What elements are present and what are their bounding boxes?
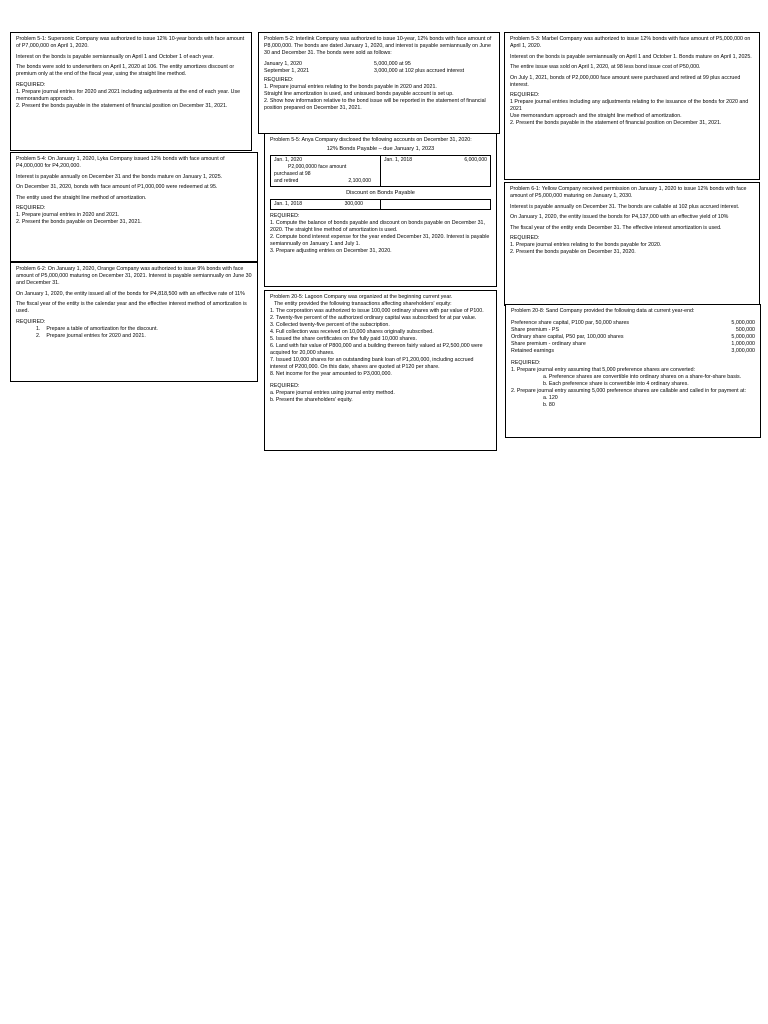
required-item: 2. Present the bonds payable in the statement of financial position on December 31, 2021. [16, 102, 228, 109]
problem-text: The entire issue was sold on April 1, 2020, at 98 less bond issue cost of P50,000. [510, 64, 701, 71]
problem-text: Interest on the bonds is payable semiannually on April 1 and October 1. Bonds mature on April 1, 2025. [510, 53, 752, 60]
entry-line [274, 201, 377, 208]
required-item [16, 326, 252, 333]
required-item: 1. Prepare journal entries relating to the bonds payable in 2020 and 2021. [264, 83, 437, 90]
problem-20-5-card [264, 290, 497, 451]
required-section [16, 205, 252, 226]
required-section [16, 82, 246, 110]
required-heading: REQUIRED: [511, 360, 541, 367]
entry-amount: 300,000 [344, 200, 363, 207]
row-label: Retained earnings [511, 348, 554, 355]
required-item: 2. Present the bonds payable in the statement of financial position on December 31, 2021. [510, 120, 722, 127]
table-row [511, 348, 755, 355]
problem-text: The entity used the straight line method of amortization. [16, 194, 147, 201]
problem-text: The bonds were sold to underwriters on April 1, 2020 at 106. The entity amortizes discount or premium only at the end of the fiscal year, using the straight line method. [16, 64, 235, 78]
required-item: 1 Prepare journal entries including any adjustments relating to the issuance of the bonds for 2020 and 2021 [510, 99, 749, 113]
problem-note: Use memorandum approach and the straight line method of amortization. [510, 113, 682, 120]
problem-text: On December 31, 2020, bonds with face amount of P1,000,000 were redeemed at 95. [16, 184, 218, 191]
sale-date: September 1, 2021 [264, 67, 310, 74]
item-text: Prepare a table of amortization for the discount. [46, 325, 158, 332]
problem-5-1-card [10, 32, 252, 151]
problem-title: Problem 20-8: Sand Company provided the following data at current year-end: [511, 308, 695, 314]
table-row [511, 341, 755, 348]
list-item: 7. Issued 10,000 shares for an outstanding bank loan of P1,200,000, including accrued interest of P200,000. On this date, shares are quoted at P120 per share. [270, 357, 474, 371]
problem-text: On January 1, 2020, the entity issued the bonds for P4,137,000 with an effective yield of 10% [510, 214, 729, 221]
row-amount: 3,000,000 [731, 348, 755, 355]
sale-date: January 1, 2020 [264, 60, 302, 67]
entry-amount: 2,100,000 [348, 177, 371, 184]
required-heading: REQUIRED: [510, 235, 540, 242]
row-amount: 5,000,000 [731, 334, 755, 341]
problem-20-8-card [505, 304, 761, 438]
entry-desc: P2,000,0000 face amount [288, 164, 347, 171]
required-subitem: a. Preference shares are convertible into ordinary shares on a share-for-share basis. [543, 374, 742, 381]
required-item: 2. Show how information relative to the bond issue will be reported in the statement of financial position prepared on December 31, 2021. [264, 97, 486, 111]
list-item: 8. Net income for the year amounted to P3,000,000. [270, 371, 392, 378]
entry-date: Jan. 1, 2020 [274, 157, 303, 164]
problem-text: The fiscal year of the entity ends December 31. The effective interest amortization is used. [510, 224, 722, 231]
entry-desc: and retired [274, 177, 299, 184]
required-item: 2. Present the bonds payable on December 31, 2021. [16, 219, 142, 226]
required-heading: REQUIRED: [510, 92, 540, 99]
problem-text: Interest is payable annually on December 31 and the bonds mature on January 1, 2025. [16, 173, 223, 180]
required-heading: REQUIRED: [270, 383, 300, 390]
item-text: Prepare journal entries for 2020 and 2021. [46, 332, 146, 339]
t-account-debit [271, 199, 381, 209]
required-item: 2. Present the bonds payable on December 31, 2020. [510, 249, 636, 256]
required-item: 1. Prepare journal entries in 2020 and 2021. [16, 212, 120, 219]
problem-text: Interest on the bonds is payable semiannually on April 1 and October 1 of each year. [16, 53, 214, 60]
t-account-credit [381, 156, 491, 186]
bonds-payable-t-account [270, 155, 491, 186]
list-item: 2. Twenty-five percent of the authorized ordinary capital was subscribed for at par value. [270, 315, 477, 322]
required-heading: REQUIRED: [270, 212, 300, 219]
required-section [510, 235, 754, 256]
problem-title: Problem 6-2: On January 1, 2020, Orange Company was authorized to issue 9% bonds with face amount of P5,000,000 maturing on December 31, 2021. Interest is payable semiannually on June 30 and December 31. [16, 266, 252, 287]
required-item [16, 333, 252, 340]
required-subitem: b. Each preference share is convertible into 4 ordinary shares. [543, 381, 689, 388]
problem-title: Problem 5-5: Anya Company disclosed the following accounts on December 31, 2020: [270, 137, 472, 143]
list-item: 5. Issued the share certificates on the fully paid 10,000 shares. [270, 336, 417, 343]
required-item: 1. Compute the balance of bonds payable and discount on bonds payable on December 31, 2020. The straight line method of amortization is used. [270, 219, 485, 233]
table-row [511, 327, 755, 334]
required-section [270, 383, 491, 404]
list-item: 4. Full collection was received on 10,000 shares originally subscribed. [270, 329, 434, 336]
required-item: 2. Prepare journal entry assuming 5,000 preference shares are callable and called in for payment at: [511, 388, 746, 395]
problem-intro: The entity provided the following transactions affecting shareholders' equity: [274, 301, 452, 308]
problem-note: Straight line amortization is used, and unissued bonds payable account is set up. [264, 90, 454, 97]
table-row [511, 320, 755, 327]
entry-line [384, 157, 487, 164]
problem-5-4-card [10, 152, 258, 262]
problem-title: Problem 6-1: Yellow Company received permission on January 1, 2020 to issue 12% bonds with face amount of P5,000,000 maturing on January 1, 2030. [510, 186, 747, 200]
required-item: 1. Prepare journal entry assuming that 5,000 preference shares are converted: [511, 367, 696, 374]
required-subitem: a. 120 [543, 395, 558, 402]
required-item: 3. Prepare adjusting entries on December 31, 2020. [270, 247, 392, 254]
account-caption: Discount on Bonds Payable [346, 189, 415, 196]
entry-desc: purchased at 98 [274, 171, 311, 177]
required-heading: REQUIRED: [16, 205, 46, 212]
problem-5-5-card [264, 133, 497, 287]
row-label: Share premium - PS [511, 327, 559, 334]
entry-amount: 6,000,000 [464, 157, 487, 164]
entry-date: Jan. 1, 2018 [384, 157, 413, 164]
required-section [16, 319, 252, 340]
entry-line [274, 178, 377, 185]
required-section [511, 360, 755, 409]
required-section [270, 213, 491, 255]
sale-row [264, 68, 494, 75]
balance-table [511, 320, 755, 355]
row-label: Ordinary share capital, P50 par, 100,000 shares [511, 334, 624, 341]
row-amount: 500,000 [735, 327, 755, 334]
list-item: 6. Land with fair value of P800,000 and a building thereon fairly valued at P2,500,000 were acquired for 20,000 shares. [270, 343, 483, 357]
discount-t-account [270, 199, 491, 210]
required-heading: REQUIRED: [16, 318, 46, 325]
row-amount: 1,000,000 [731, 341, 755, 348]
problem-title: Problem 20-5: Lagoon Company was organized at the beginning current year. [270, 294, 453, 300]
required-item: 1. Prepare journal entries relating to the bonds payable for 2020. [510, 242, 662, 249]
sale-row [264, 61, 494, 68]
list-item: 1. The corporation was authorized to issue 100,000 ordinary shares with par value of P100. [270, 308, 484, 315]
required-subitem: b. 80 [543, 402, 555, 409]
row-label: Share premium - ordinary share [511, 341, 586, 348]
account-caption: 12% Bonds Payable – due January 1, 2023 [326, 146, 435, 153]
problem-text: Interest is payable annually on December 31. The bonds are callable at 102 plus accrued interest. [510, 203, 740, 210]
table-row [511, 334, 755, 341]
problem-5-3-card [504, 32, 760, 180]
problem-text: On July 1, 2021, bonds of P2,000,000 face amount were purchased and retired at 99 plus accrued interest. [510, 74, 741, 88]
required-item: a. Prepare journal entries using journal entry method. [270, 390, 395, 397]
problem-title: Problem 5-2: Interlink Company was authorized to issue 10-year, 12% bonds with face amount of P8,000,000. The bonds are dated January 1, 2020, and interest is payable semiannually on June 30 and December 31. The bonds were sold as follows: [264, 36, 492, 57]
required-heading: REQUIRED: [264, 76, 294, 83]
problem-title: Problem 5-4: On January 1, 2020, Lyka Company issued 12% bonds with face amount of P4,000,000 for P4,200,000. [16, 156, 225, 170]
problem-title: Problem 5-3: Marbel Company was authorized to issue 12% bonds with face amount of P5,000,000 on April 1, 2020. [510, 36, 751, 50]
problem-text: On January 1, 2020, the entity issued all of the bonds for P4,818,500 with an effective rate of 11% [16, 290, 245, 297]
entry-date: Jan. 1, 2018 [274, 200, 303, 207]
problem-title: Problem 5-1: Supersonic Company was authorized to issue 12% 10-year bonds with face amount of P7,000,000 on April 1, 2020. [16, 36, 245, 50]
required-item: 2. Compute bond interest expense for the year ended December 31, 2020. Interest is payable semiannually on January 1 and July 1. [270, 233, 490, 247]
required-section [510, 92, 754, 127]
problem-text: The fiscal year of the entity is the calendar year and the effective interest method of amortization is used. [16, 301, 247, 315]
sale-desc: 5,000,000 at 95 [374, 60, 411, 67]
problem-6-2-card [10, 262, 258, 382]
list-item: 3. Collected twenty-five percent of the subscription. [270, 322, 390, 329]
required-item: 1. Prepare journal entries for 2020 and 2021 including adjustments at the end of each year. Use memorandum approach. [16, 88, 241, 102]
row-amount: 5,000,000 [731, 320, 755, 327]
t-account-debit [271, 156, 381, 186]
required-heading: REQUIRED: [16, 81, 46, 88]
item-number: 1. [36, 325, 41, 332]
sale-desc: 3,000,000 at 102 plus accrued interest [374, 67, 465, 74]
problem-5-2-card [258, 32, 500, 134]
item-number: 2. [36, 332, 41, 339]
row-label: Preference share capital, P100 par, 50,000 shares [511, 320, 630, 327]
transaction-list [270, 308, 491, 378]
problem-6-1-card [504, 182, 760, 306]
t-account-credit [381, 199, 491, 209]
required-item: b. Present the shareholders' equity. [270, 397, 353, 404]
